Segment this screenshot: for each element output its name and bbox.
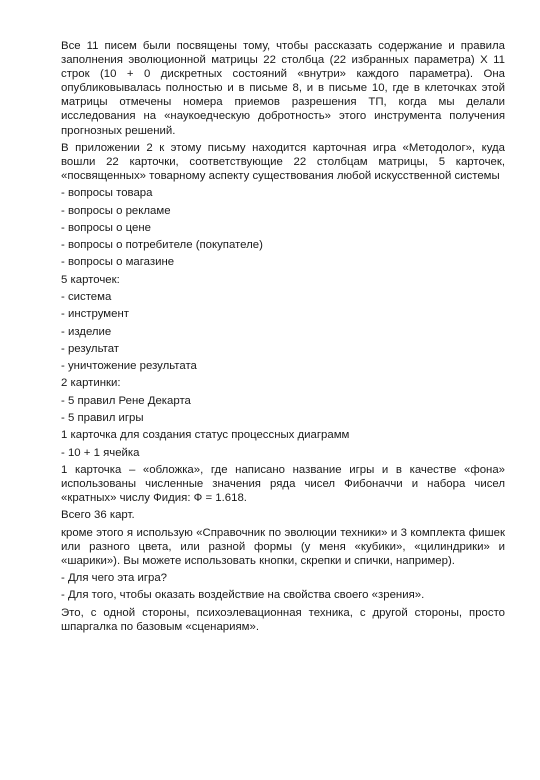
list-item: - вопросы о рекламе: [61, 204, 171, 217]
list-item: - 5 правил игры: [61, 411, 144, 424]
list-item: - уничтожение результата: [61, 360, 197, 373]
list-item: - 10 + 1 ячейка: [61, 446, 140, 459]
paragraph-matrix-intro: Все 11 писем были посвящены тому, чтобы рассказать содержание и правила заполнения эволюционной матрицы 22 столбца (22 избранных параметра) Х 11 строк (10 + 0 дискретных состояний «внутри» каждого параметра). Она опубликовывалась полностью и в письме 8, и в письме 10, где в клеточках этой матрицы отмечены номера приемов разрешения ТП, когда мы делали исследования на «наукоедческую добротность» этого инструмента получения прогнозных решений.: [61, 40, 505, 137]
paragraph-conclusion: Это, с одной стороны, психоэлевационная техника, с другой стороны, просто шпаргалка по базовым «сценариям».: [61, 606, 505, 633]
list-item: - 5 правил Рене Декарта: [61, 394, 191, 407]
paragraph-cover-card: 1 карточка – «обложка», где написано название игры и в качестве «фона» использованы численные значения ряда чисел Фибоначчи и набора чисел «кратных» числу Фидия: Ф = 1.618.: [61, 463, 505, 504]
list-heading: 2 картинки:: [61, 377, 121, 390]
document-page: [61, 39, 505, 637]
list-item: - система: [61, 291, 112, 303]
list-item: - вопросы товара: [61, 187, 153, 200]
answer-line: - Для того, чтобы оказать воздействие на свойства своего «зрения».: [61, 589, 425, 602]
list-item: - изделие: [61, 325, 112, 338]
list-item: - результат: [61, 342, 119, 355]
list-item: - инструмент: [61, 308, 129, 321]
list-item: - вопросы о потребителе (покупателе): [61, 239, 263, 252]
question-line: - Для чего эта игра?: [61, 572, 167, 585]
list-item: - вопросы о цене: [61, 221, 151, 234]
list-heading: 5 карточек:: [61, 273, 120, 286]
paragraph-card-game: В приложении 2 к этому письму находится карточная игра «Методолог», куда вошли 22 карточки, соответствующие 22 столбцам матрицы, 5 карточек, «посвященных» товарному аспекту существования любой искусственной системы: [61, 141, 505, 183]
card-description: 1 карточка для создания статус процессных диаграмм: [61, 429, 350, 442]
total-cards: Всего 36 карт.: [61, 509, 135, 522]
list-item: - вопросы о магазине: [61, 256, 175, 269]
paragraph-extras: кроме этого я использую «Справочник по эволюции техники» и 3 комплекта фишек или разного цвета, или разной формы (у меня «кубики», «цилиндрики» и «шарики»). Вы можете использовать кнопки, скрепки и спички, например).: [61, 526, 505, 567]
